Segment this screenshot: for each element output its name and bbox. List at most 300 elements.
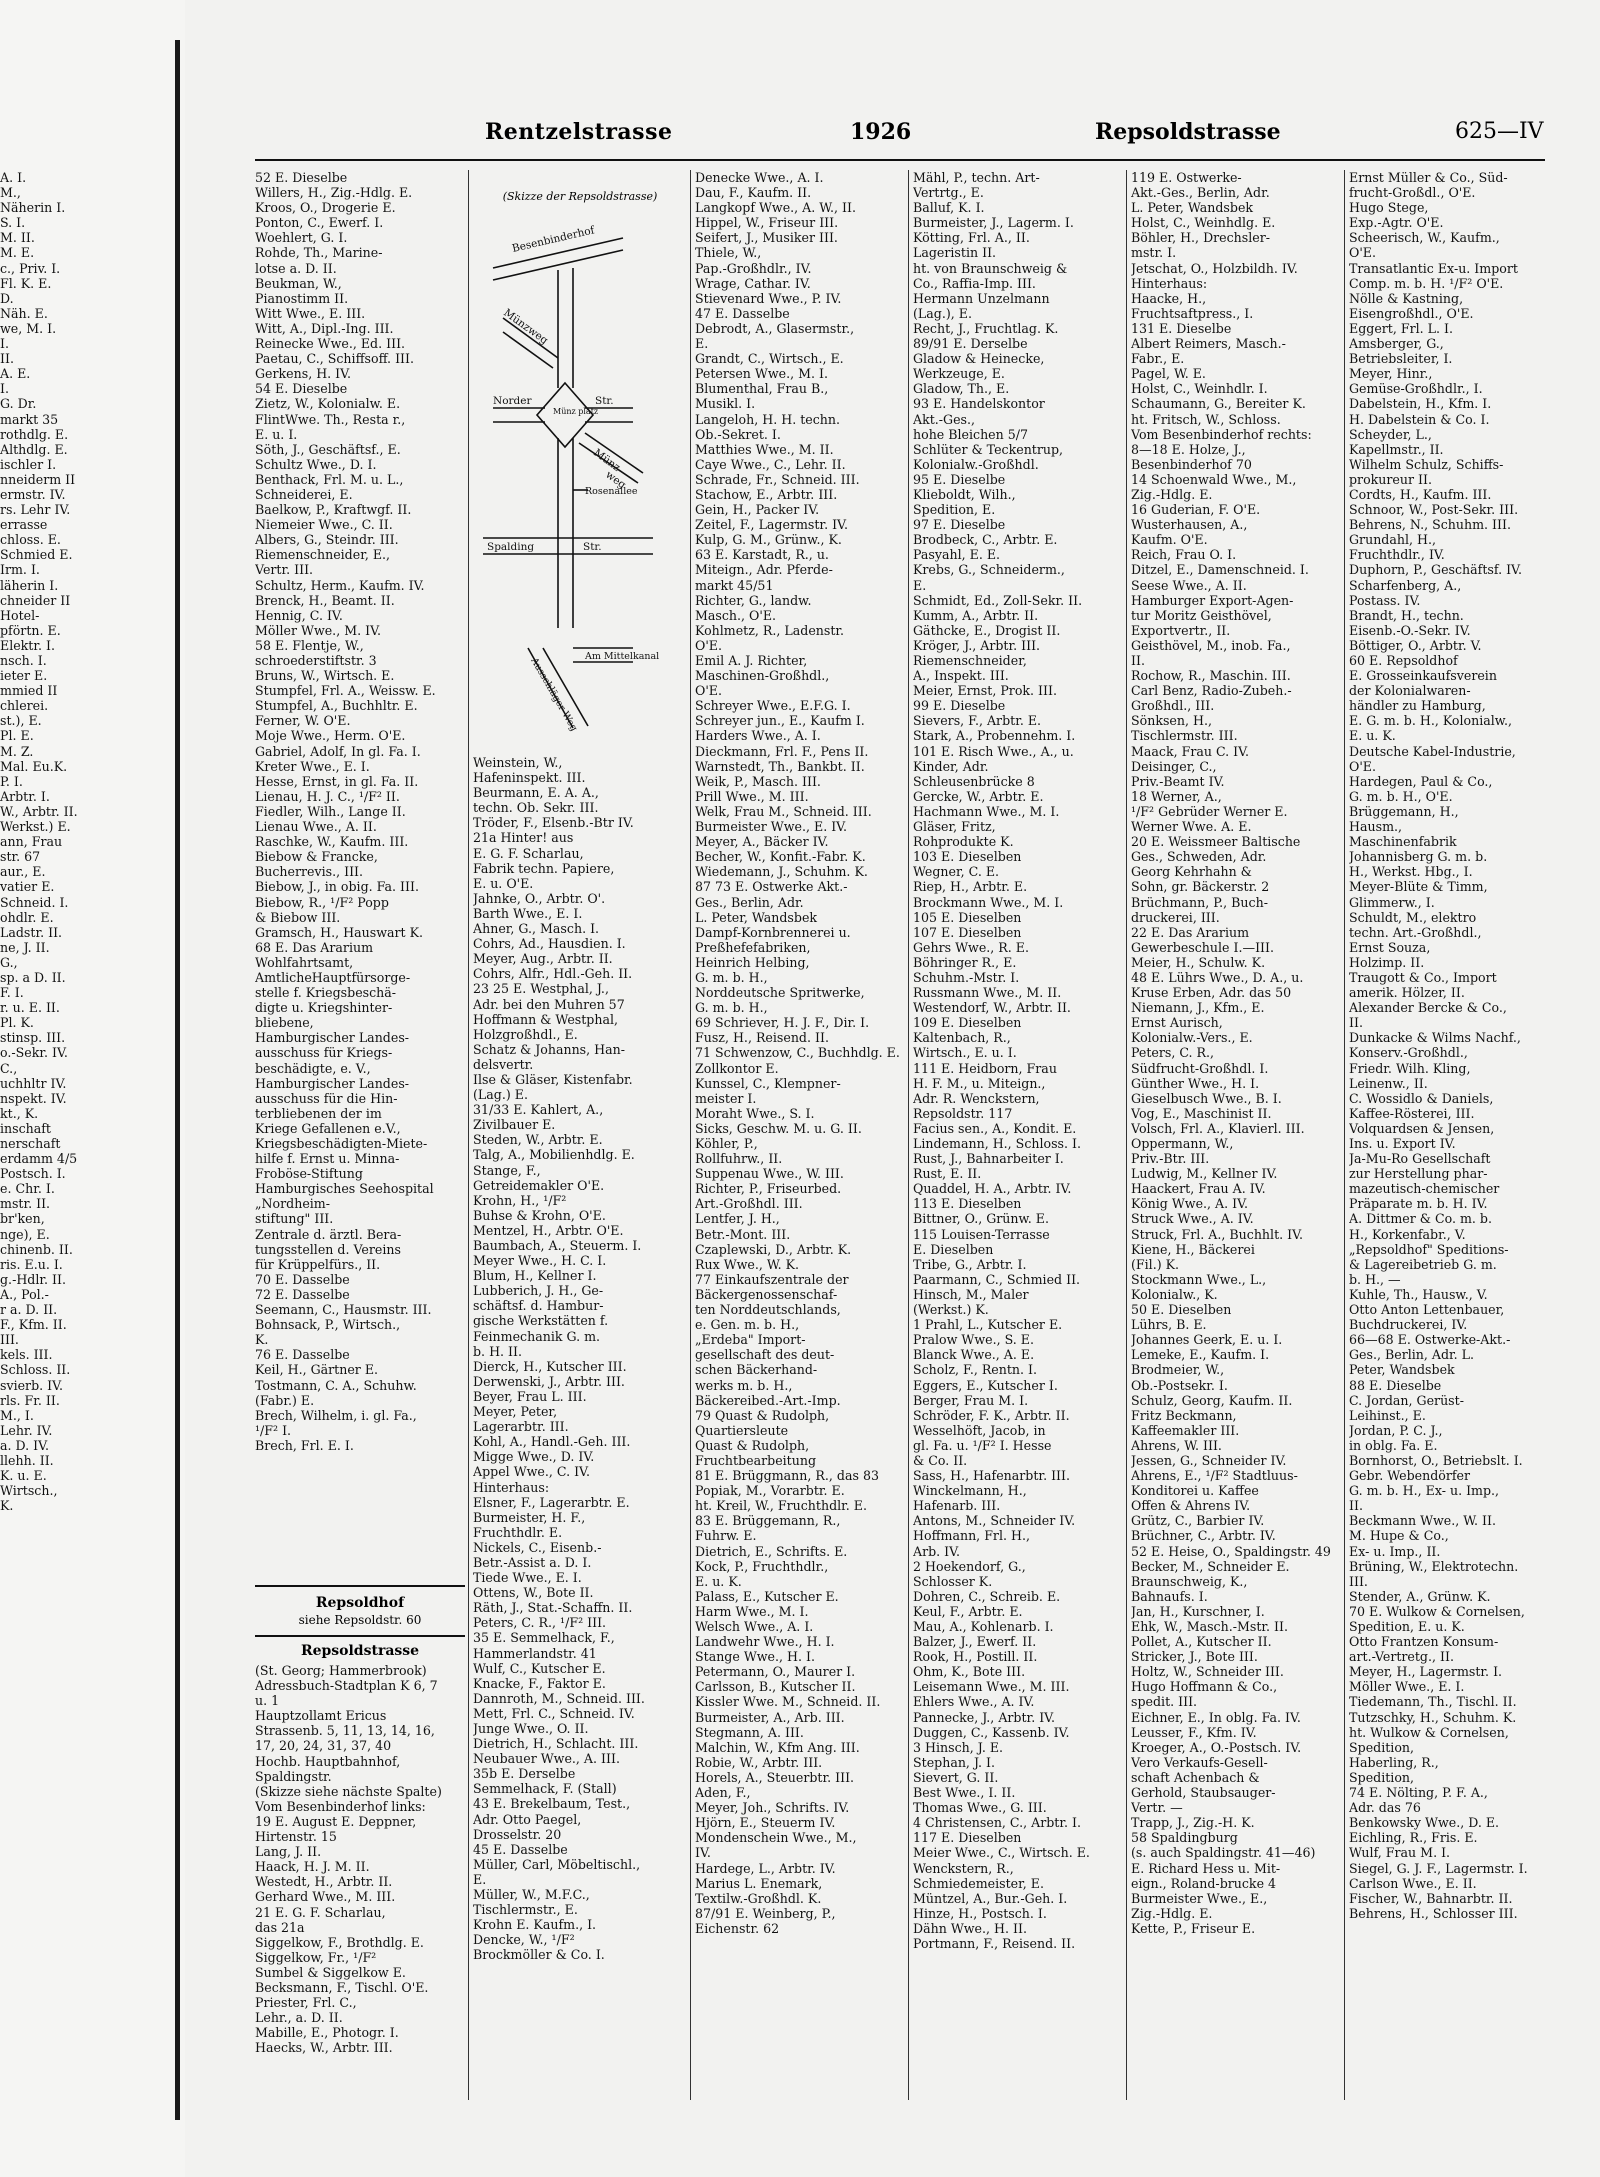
directory-entry-line: mstr. I. (1131, 245, 1177, 261)
map-label-muenzplatz: Münz platz (553, 407, 599, 416)
directory-entry-line: Elektr. I. (0, 637, 55, 653)
directory-entry-line: Schnoor, W., Post-Sekr. III. (1349, 502, 1519, 518)
directory-entry-line: Zietz, W., Kolonialw. E. (255, 396, 401, 412)
directory-entry-line: Nickels, C., Eisenb.- (473, 1539, 602, 1555)
directory-entry-line: 115 Louisen-Terrasse (913, 1226, 1050, 1242)
directory-entry-line: Beurmann, E. A. A., (473, 785, 599, 801)
directory-entry-line: Burmeister, J., Lagerm. I. (913, 215, 1074, 231)
directory-entry-line: Akt.-Ges., Berlin, Adr. (1131, 185, 1270, 201)
directory-entry-line: Meyer Wwe., H. C. I. (473, 1253, 607, 1269)
directory-entry-line: Burmeister, H. F., (473, 1509, 586, 1525)
directory-entry-line: Pannecke, J., Arbtr. IV. (913, 1709, 1056, 1725)
directory-entry-line: ann, Frau (0, 834, 63, 850)
directory-entry-line: Keul, F., Arbtr. E. (913, 1603, 1023, 1619)
directory-entry-line: Cohrs, Ad., Hausdien. I. (473, 936, 626, 952)
directory-entry-line: Repsoldstr. 117 (913, 1105, 1013, 1121)
directory-entry-line: Mabille, E., Photogr. I. (255, 2025, 399, 2041)
directory-entry-line: Schmiedemeister, E. (913, 1875, 1044, 1891)
directory-entry-line: Stachow, E., Arbtr. III. (695, 486, 838, 502)
directory-entry-line: II. (1131, 653, 1145, 668)
directory-entry-line: erdamm 4/5 (0, 1151, 78, 1167)
directory-entry-line: zur Herstellung phar- (1349, 1166, 1488, 1182)
directory-entry-line: Bohnsack, P., Wirtsch., (255, 1317, 401, 1333)
directory-entry-line: br'ken, (0, 1211, 45, 1227)
directory-entry-line: Stegmann, A. III. (695, 1724, 804, 1740)
directory-entry-line: Dannroth, M., Schneid. III. (473, 1690, 645, 1706)
directory-entry-line: Antons, M., Schneider IV. (913, 1513, 1076, 1529)
directory-entry-line: Albers, G., Steindr. III. (255, 532, 399, 548)
directory-entry-line: Hesse, Ernst, in gl. Fa. II. (255, 773, 419, 789)
directory-entry-line: G. Dr. (0, 396, 37, 412)
directory-entry-line: Fritz Beckmann, (1131, 1407, 1237, 1423)
directory-entry-line: Meyer, Aug., Arbtr. II. (473, 951, 613, 967)
column-3 (695, 170, 905, 2100)
directory-entry-line: Holst, C., Weinhdlg. E. (1131, 215, 1276, 231)
directory-entry-line: u. 1 (255, 1693, 280, 1709)
directory-entry-line: E. Dieselben (913, 1241, 994, 1257)
directory-entry-line: Duphorn, P., Geschäftsf. IV. (1349, 562, 1522, 578)
directory-entry-line: Wusterhausen, A., (1131, 517, 1248, 533)
directory-entry-line: Hardegen, Paul & Co., (1349, 773, 1493, 789)
directory-entry-line: in oblg. Fa. E. (1349, 1437, 1438, 1453)
directory-entry-line: Quartiersleute (695, 1422, 789, 1438)
directory-entry-line: Bruns, W., Wirtsch. E. (255, 668, 395, 684)
directory-entry-line: G. m. b. H., O'E. (1349, 788, 1453, 804)
directory-entry-line: Benthack, Frl. M. u. L., (255, 471, 404, 487)
directory-entry-line: König Wwe., A. IV. (1131, 1196, 1249, 1212)
directory-entry-line: Hippel, W., Friseur III. (695, 215, 839, 231)
directory-entry-line: Baelkow, P., Kraftwgf. II. (255, 502, 412, 518)
directory-entry-line: Priv.-Btr. III. (1131, 1151, 1210, 1167)
directory-entry-line: Vero Verkaufs-Gesell- (1131, 1754, 1268, 1770)
directory-entry-line: Ahrens, W. III. (1131, 1437, 1222, 1453)
directory-entry-line: Amsberger, G., (1349, 336, 1444, 352)
directory-entry-line: Pap.-Großhdlr., IV. (695, 260, 812, 276)
directory-entry-line: Buhse & Krohn, O'E. (473, 1207, 606, 1223)
directory-entry-line: 107 E. Dieselben (913, 924, 1022, 940)
directory-entry-line: E. u. I. (255, 426, 298, 442)
directory-entry-line: Kriegsbeschädigten-Miete- (255, 1136, 428, 1151)
directory-entry-line: O'E. (695, 683, 722, 699)
directory-entry-line: Weik, P., Masch. III. (695, 773, 821, 789)
directory-entry-line: Ilse & Gläser, Kistenfabr. (473, 1071, 633, 1087)
map-label-muenz: Münz (591, 446, 623, 474)
directory-entry-line: Mähl, P., techn. Art- (913, 170, 1040, 185)
directory-entry-line: 87/91 E. Weinberg, P., (695, 1905, 836, 1921)
directory-entry-line: Stockmann Wwe., L., (1131, 1271, 1267, 1287)
directory-entry-line: H. Dabelstein & Co. I. (1349, 411, 1490, 427)
directory-entry-line: Maschinenfabrik (1349, 834, 1457, 850)
directory-entry-line: Peters, C. R., (1131, 1045, 1215, 1061)
directory-entry-line: Richter, G., landw. (695, 592, 812, 608)
directory-entry-line: Zollkontor E. (695, 1060, 779, 1076)
directory-entry-line: Langkopf Wwe., A. W., II. (695, 200, 856, 216)
directory-entry-line: 19 E. August E. Deppner, (255, 1813, 417, 1829)
directory-entry-line: e. Chr. I. (0, 1181, 55, 1197)
directory-entry-line: Räth, J., Stat.-Schaffn. II. (473, 1600, 633, 1616)
directory-entry-line: Pralow Wwe., S. E. (913, 1332, 1034, 1348)
directory-entry-line: Fiedler, Wilh., Lange II. (255, 803, 406, 819)
directory-entry-line: prokureur II. (1349, 471, 1432, 487)
directory-entry-line: Sass, H., Hafenarbtr. III. (913, 1468, 1070, 1484)
directory-entry-line: schaft Achenbach & (1131, 1769, 1260, 1785)
directory-entry-line: Scharfenberg, A., (1349, 577, 1462, 593)
directory-entry-line: 105 E. Dieselben (913, 909, 1022, 925)
directory-entry-line: E. Grosseinkaufsverein (1349, 668, 1497, 684)
directory-entry-line: Volquardsen & Jensen, (1349, 1120, 1495, 1136)
directory-entry-line: Priv.-Beamt IV. (1131, 773, 1225, 789)
directory-entry-line: K. (0, 1498, 14, 1514)
directory-entry-line: Mondenschein Wwe., M., (695, 1830, 857, 1846)
directory-entry-line: b. H. II. (473, 1343, 523, 1359)
directory-entry-line: Wulf, Frau M. I. (1349, 1845, 1451, 1861)
directory-entry-line: Brenck, H., Beamt. II. (255, 592, 395, 608)
column-divider (690, 170, 691, 2100)
directory-entry-line: Winckelmann, H., (913, 1483, 1027, 1499)
directory-entry-line: Rollfuhrw., II. (695, 1151, 783, 1167)
directory-entry-line: 74 E. Nölting, P. F. A., (1349, 1785, 1488, 1801)
directory-entry-line: F., Kfm. II. (0, 1317, 67, 1333)
directory-entry-line: M. E. (0, 245, 35, 261)
column-divider (468, 170, 469, 2100)
directory-entry-line: Ehlers Wwe., A. IV. (913, 1694, 1035, 1710)
directory-entry-line: Siggelkow, Fr., ¹/F² (255, 1949, 377, 1965)
directory-entry-line: 88 E. Dieselbe (1349, 1377, 1442, 1393)
directory-entry-line: Stender, A., Grünw. K. (1349, 1588, 1491, 1604)
column-divider (1344, 170, 1345, 2100)
directory-entry-line: 99 E. Dieselbe (913, 698, 1006, 714)
directory-entry-line: Becker, M., Schneider E. (1131, 1558, 1290, 1574)
directory-entry-line: 52 E. Dieselbe (255, 170, 348, 185)
directory-entry-line: Schrade, Fr., Schneid. III. (695, 471, 860, 487)
directory-entry-line: Ob.-Postsekr. I. (1131, 1377, 1228, 1393)
directory-entry-line: Thomas Wwe., G. III. (913, 1800, 1047, 1816)
directory-entry-line: c., Priv. I. (0, 260, 61, 276)
directory-entry-line: Sönksen, H., (1131, 713, 1212, 729)
directory-entry-line: Sievers, F., Arbtr. E. (913, 713, 1042, 729)
directory-entry-line: Pasyahl, E. E. (913, 547, 1001, 563)
directory-entry-line: Leisemann Wwe., M. III. (913, 1679, 1070, 1695)
directory-entry-line: Struck Wwe., A. IV. (1131, 1211, 1254, 1227)
directory-entry-line: E. u. O'E. (473, 875, 534, 891)
map-label-str: Str. (595, 395, 614, 407)
directory-entry-line: 131 E. Dieselbe (1131, 320, 1232, 336)
directory-entry-line: Wirtsch., (0, 1483, 58, 1499)
directory-entry-line: Petermann, O., Maurer I. (695, 1664, 856, 1680)
directory-entry-line: Fuhrw. E. (695, 1528, 757, 1544)
directory-entry-line: Jan, H., Kurschner, I. (1131, 1603, 1265, 1619)
directory-entry-line: III. (1349, 1573, 1368, 1589)
column-5 (1131, 170, 1341, 2100)
directory-entry-line: Böhler, H., Drechsler- (1131, 230, 1271, 246)
directory-entry-line: frucht-Großdl., O'E. (1349, 185, 1476, 201)
directory-entry-line: 48 E. Lührs Wwe., D. A., u. (1131, 969, 1304, 985)
directory-entry-line: Vertrtg., E. (913, 185, 984, 201)
directory-entry-line: Schneiderei, E. (255, 486, 353, 502)
directory-entry-line: errasse (0, 517, 48, 533)
directory-entry-line: Johannisberg G. m. b. (1349, 849, 1488, 865)
directory-entry-line: Gemüse-Großhdlr., I. (1349, 381, 1483, 397)
directory-entry-line: 97 E. Dieselbe (913, 517, 1006, 533)
directory-entry-line: Ernst Aurisch, (1131, 1015, 1223, 1031)
map-label-spalding: Spalding (487, 541, 535, 553)
directory-entry-line: Rust, J., Bahnarbeiter I. (913, 1151, 1064, 1167)
directory-entry-line: Eisenb.-O.-Sekr. IV. (1349, 622, 1471, 638)
directory-entry-line: schen Bäckerhand- (695, 1362, 818, 1378)
directory-entry-line: Stricker, J., Bote III. (1131, 1649, 1258, 1665)
directory-entry-line: Prill Wwe., M. III. (695, 788, 809, 804)
directory-entry-line: Meyer, H., Lagermstr. I. (1349, 1664, 1503, 1680)
directory-entry-line: Hoffmann, Frl. H., (913, 1528, 1030, 1544)
directory-entry-line: Brockmann Wwe., M. I. (913, 894, 1064, 910)
directory-entry-line: Beyer, Frau L. III. (473, 1388, 587, 1404)
directory-entry-line: Talg, A., Mobilienhdlg. E. (473, 1147, 635, 1163)
directory-entry-line: Steden, W., Arbtr. E. (473, 1132, 603, 1148)
directory-entry-line: Meier, H., Schulw. K. (1131, 954, 1266, 970)
directory-entry-line: Gehrs Wwe., R. E. (913, 939, 1029, 955)
directory-entry-line: Sohn, gr. Bäckerstr. 2 (1131, 879, 1270, 895)
section-rule (255, 1635, 465, 1637)
directory-entry-line: Burmeister Wwe., E., (1131, 1890, 1268, 1906)
directory-entry-line: ischler I. (0, 456, 57, 472)
directory-entry-line: Hardege, L., Arbtr. IV. (695, 1860, 836, 1876)
directory-entry-line: Werkst.) E. (0, 819, 71, 835)
directory-entry-line: 35 E. Semmelhack, F., (473, 1630, 615, 1646)
directory-entry-line: Rohde, Th., Marine- (255, 245, 383, 261)
directory-entry-line: Dieckmann, Frl. F., Pens II. (695, 743, 869, 759)
directory-entry-line: Traugott & Co., Import (1349, 969, 1497, 985)
directory-entry-line: Oppermann, W., (1131, 1136, 1234, 1151)
directory-entry-line: Lemeke, E., Kaufm. I. (1131, 1347, 1270, 1363)
directory-entry-line: Gramsch, H., Hauswart K. (255, 924, 424, 940)
directory-entry-line: Raschke, W., Kaufm. III. (255, 834, 409, 850)
directory-entry-line: Ponton, C., Ewerf. I. (255, 215, 384, 231)
directory-entry-line: 21 E. G. F. Scharlau, (255, 1904, 386, 1920)
directory-entry-line: ten Norddeutschlands, (695, 1302, 841, 1318)
directory-entry-line: C., (0, 1060, 18, 1076)
directory-entry-line: Lienau Wwe., A. II. (255, 819, 377, 835)
directory-entry-line: Lagerarbtr. III. (473, 1419, 569, 1435)
directory-entry-line: Hennig, C. IV. (255, 607, 343, 623)
directory-entry-line: Riemenschneider, (913, 653, 1027, 668)
directory-entry-line: Fabrik techn. Papiere, (473, 860, 615, 876)
directory-entry-line: Johannes Geerk, E. u. I. (1131, 1332, 1283, 1348)
directory-entry-line: Wenckstern, R., (913, 1860, 1014, 1876)
directory-entry-line: Haecks, W., Arbtr. III. (255, 2040, 393, 2056)
directory-entry-line: tur Moritz Geisthövel, (1131, 607, 1272, 623)
directory-entry-line: 58 E. Flentje, W., (255, 637, 364, 653)
directory-entry-line: Zeitel, F., Lagermstr. IV. (695, 517, 848, 533)
directory-entry-line: 83 E. Brüggemann, R., (695, 1513, 841, 1529)
directory-entry-line: g.-Hdlr. II. (0, 1271, 66, 1287)
directory-entry-line: A. Dittmer & Co. m. b. (1349, 1211, 1492, 1227)
directory-entry-line: „Nordheim- (255, 1196, 330, 1212)
directory-entry-line: Burmeister, A., Arb. III. (695, 1709, 845, 1725)
directory-entry-line: Kötting, Frl. A., II. (913, 230, 1030, 246)
directory-entry-line: III. (0, 1332, 19, 1348)
directory-entry-line: Schaumann, G., Bereiter K. (1131, 396, 1306, 412)
directory-entry-line: techn. Ob. Sekr. III. (473, 800, 599, 816)
directory-entry-line: Caye Wwe., C., Lehr. II. (695, 456, 846, 472)
directory-entry-line: Drosselstr. 20 (473, 1826, 562, 1842)
directory-entry-line: Betr.-Mont. III. (695, 1226, 791, 1242)
directory-entry-line: Ladstr. II. (0, 924, 63, 940)
directory-entry-line: E. u. K. (695, 1573, 742, 1589)
directory-entry-line: Klieboldt, Wilh., (913, 486, 1016, 502)
directory-entry-line: ne, J. II. (0, 939, 50, 955)
directory-entry-line: 23 25 E. Westphal, J., (473, 981, 609, 997)
directory-entry-line: 87 73 E. Ostwerke Akt.- (695, 879, 848, 895)
directory-entry-line: Seemann, C., Hausmstr. III. (255, 1302, 432, 1318)
directory-entry-line: Otto Frantzen Konsum- (1349, 1634, 1499, 1650)
directory-entry-line: Textilw.-Großhdl. K. (695, 1890, 822, 1906)
map-caption: (Skizze der Repsoldstrasse) (502, 190, 658, 203)
directory-entry-line: 2 Hoekendorf, G., (913, 1558, 1026, 1574)
previous-page-edge (0, 0, 185, 2177)
directory-entry-line: Wesselhöft, Jacob, in (913, 1422, 1046, 1438)
directory-entry-line: Witt, A., Dipl.-Ing. III. (255, 320, 394, 336)
directory-entry-line: Köhler, P., (695, 1136, 758, 1151)
directory-entry-line: Schulz, Georg, Kaufm. II. (1131, 1392, 1293, 1408)
directory-entry-line: Lührs, B. E. (1131, 1317, 1207, 1333)
directory-entry-line: (Werkst.) K. (913, 1302, 989, 1318)
directory-entry-line: Lindemann, H., Schloss. I. (913, 1136, 1081, 1151)
directory-entry-line: Betr.-Assist a. D. I. (473, 1554, 592, 1570)
directory-entry-line: G. m. b. H., (695, 1000, 768, 1016)
directory-entry-line: Robie, W., Arbtr. III. (695, 1754, 823, 1770)
directory-entry-line: Hafenarb. III. (913, 1498, 1001, 1514)
directory-entry-line: ¹/F² Gebrüder Werner E. (1131, 803, 1288, 819)
directory-entry-line: rs. Lehr IV. (0, 502, 71, 518)
directory-entry-line: Adressbuch-Stadtplan K 6, 7 (255, 1678, 438, 1694)
map-label-muenzweg: Münzweg (501, 306, 551, 347)
directory-entry-line: Pollet, A., Kutscher II. (1131, 1634, 1272, 1650)
directory-entry-line: b. H., — (1349, 1271, 1401, 1287)
directory-entry-line: Wegner, C. E. (913, 864, 1000, 880)
directory-entry-line: Ges., Berlin, Adr. (695, 894, 804, 910)
directory-entry-line: chloss. E. (0, 532, 61, 548)
directory-entry-line: S. I. (0, 215, 26, 231)
directory-entry-line: Dietrich, E., Schrifts. E. (695, 1543, 848, 1559)
directory-entry-line: Möller Wwe., E. I. (1349, 1679, 1465, 1695)
directory-entry-line: Fischer, W., Bahnarbtr. II. (1349, 1890, 1513, 1906)
directory-entry-line: 103 E. Dieselben (913, 849, 1022, 865)
directory-entry-line: Struck, Frl. A., Buchhlt. IV. (1131, 1226, 1304, 1242)
directory-entry-line: Scheerisch, W., Kaufm., (1349, 230, 1500, 246)
directory-entry-line: ohdlr. E. (0, 909, 54, 925)
directory-entry-line: Strassenb. 5, 11, 13, 14, 16, (255, 1723, 435, 1739)
directory-entry-line: Hinterhaus: (473, 1479, 550, 1495)
repsoldstrasse-entries (255, 1663, 465, 2103)
directory-entry-line: Balzer, J., Ewerf. II. (913, 1634, 1037, 1650)
directory-entry-line: Kock, P., Fruchthdlr., (695, 1558, 829, 1574)
directory-entry-line: Böhringer R., E. (913, 954, 1017, 970)
directory-entry-line: Tischlermstr., E. (473, 1902, 578, 1918)
directory-entry-line: Stumpfel, A., Buchhltr. E. (255, 698, 418, 714)
directory-entry-line: Derwenski, J., Arbtr. III. (473, 1373, 625, 1389)
directory-entry-line: Art.-Großhdl. III. (695, 1196, 803, 1212)
directory-entry-line: Postass. IV. (1349, 592, 1421, 608)
directory-entry-line: schäftsf. d. Hambur- (473, 1298, 604, 1314)
directory-entry-line: Dietrich, H., Schlacht. III. (473, 1736, 639, 1752)
directory-entry-line: Fl. K. E. (0, 275, 52, 291)
directory-entry-line: 70 E. Wulkow & Cornelsen, (1349, 1603, 1525, 1619)
directory-entry-line: Hachmann Wwe., M. I. (913, 803, 1060, 819)
directory-entry-line: Deutsche Kabel-Industrie, (1349, 743, 1516, 759)
directory-entry-line: o.-Sekr. IV. (0, 1045, 68, 1061)
directory-entry-line: 70 E. Dasselbe (255, 1271, 350, 1287)
directory-entry-line: Dierck, H., Kutscher III. (473, 1358, 627, 1374)
directory-entry-line: Cohrs, Alfr., Hdl.-Geh. II. (473, 966, 633, 982)
directory-entry-line: ieter E. (0, 668, 48, 684)
column-2 (473, 755, 687, 2100)
directory-entry-line: mazeutisch-chemischer (1349, 1181, 1500, 1197)
map-drawing (473, 208, 687, 768)
directory-entry-line: amerik. Hölzer, II. (1349, 985, 1465, 1001)
directory-entry-line: O'E. (695, 637, 722, 653)
directory-entry-line: Cordts, H., Kaufm. III. (1349, 486, 1492, 502)
directory-entry-line: Suppenau Wwe., W. III. (695, 1166, 844, 1182)
directory-entry-line: pförtn. E. (0, 622, 61, 638)
directory-entry-line: meister I. (695, 1090, 757, 1106)
directory-entry-line: „Repsoldhof" Speditions- (1349, 1241, 1509, 1257)
directory-entry-line: 21a Hinter! aus (473, 830, 574, 846)
directory-entry-line: Kolonialw., K. (1131, 1286, 1218, 1302)
directory-entry-line: 52 E. Heise, O., Spaldingstr. 49 (1131, 1543, 1331, 1559)
directory-entry-line: Neubauer Wwe., A. III. (473, 1751, 620, 1767)
directory-entry-line: P. I. (0, 773, 23, 789)
directory-entry-line: Carl Benz, Radio-Zubeh.- (1131, 683, 1292, 699)
header-year: 1926 (850, 119, 912, 145)
directory-entry-line: M. Hupe & Co., (1349, 1528, 1449, 1544)
directory-entry-line: A., Inspekt. III. (913, 668, 1009, 684)
directory-entry-line: Werner Wwe. A. E. (1131, 819, 1252, 835)
directory-entry-line: Schmidt, Ed., Zoll-Sekr. II. (913, 592, 1083, 608)
directory-entry-line: nsch. I. (0, 653, 47, 668)
header-rule (255, 159, 1545, 161)
directory-entry-line: Norddeutsche Spritwerke, (695, 985, 865, 1001)
directory-entry-line: Offen & Ahrens IV. (1131, 1498, 1251, 1514)
directory-entry-line: Reich, Frau O. I. (1131, 547, 1237, 563)
directory-entry-line: Fruchthdlr. E. (473, 1524, 563, 1540)
directory-entry-line: Masch., O'E. (695, 607, 777, 623)
directory-entry-line: Getreidemakler O'E. (473, 1177, 605, 1193)
directory-entry-line: Welsch Wwe., A. I. (695, 1619, 814, 1634)
directory-entry-line: Schatz & Johanns, Han- (473, 1041, 626, 1057)
directory-entry-line: 54 E. Dieselbe (255, 381, 348, 397)
directory-entry-line: Althdlg. E. (0, 441, 68, 457)
directory-entry-line: Adr. Otto Paegel, (473, 1811, 582, 1827)
directory-entry-line: Kreter Wwe., E. I. (255, 758, 370, 774)
directory-entry-line: Leinenw., II. (1349, 1075, 1428, 1091)
directory-entry-line: E. G. m. b. H., Kolonialw., (1349, 713, 1513, 729)
directory-entry-line: Grandt, C., Wirtsch., E. (695, 351, 844, 367)
directory-entry-line: lotse a. D. II. (255, 260, 337, 276)
directory-entry-line: Irm. I. (0, 562, 40, 578)
directory-entry-line: Ottens, W., Bote II. (473, 1585, 594, 1601)
map-label-rosenallee: Rosenallee (585, 486, 638, 497)
directory-entry-line: Marius L. Enemark, (695, 1875, 823, 1891)
directory-page (255, 115, 1545, 2110)
directory-entry-line: Müntzel, A., Bur.-Geh. I. (913, 1890, 1068, 1906)
directory-entry-line: beschädigte, e. V., (255, 1060, 371, 1076)
directory-entry-line: M. II. (0, 230, 35, 246)
directory-entry-line: Barth Wwe., E. I. (473, 905, 583, 921)
directory-entry-line: Eichling, R., Fris. E. (1349, 1830, 1478, 1846)
directory-entry-line: Ahrens, E., ¹/F² Stadtluus- (1131, 1468, 1298, 1484)
directory-entry-line: Biebow, J., in obig. Fa. III. (255, 879, 419, 895)
directory-entry-line: Rohprodukte K. (913, 834, 1014, 850)
